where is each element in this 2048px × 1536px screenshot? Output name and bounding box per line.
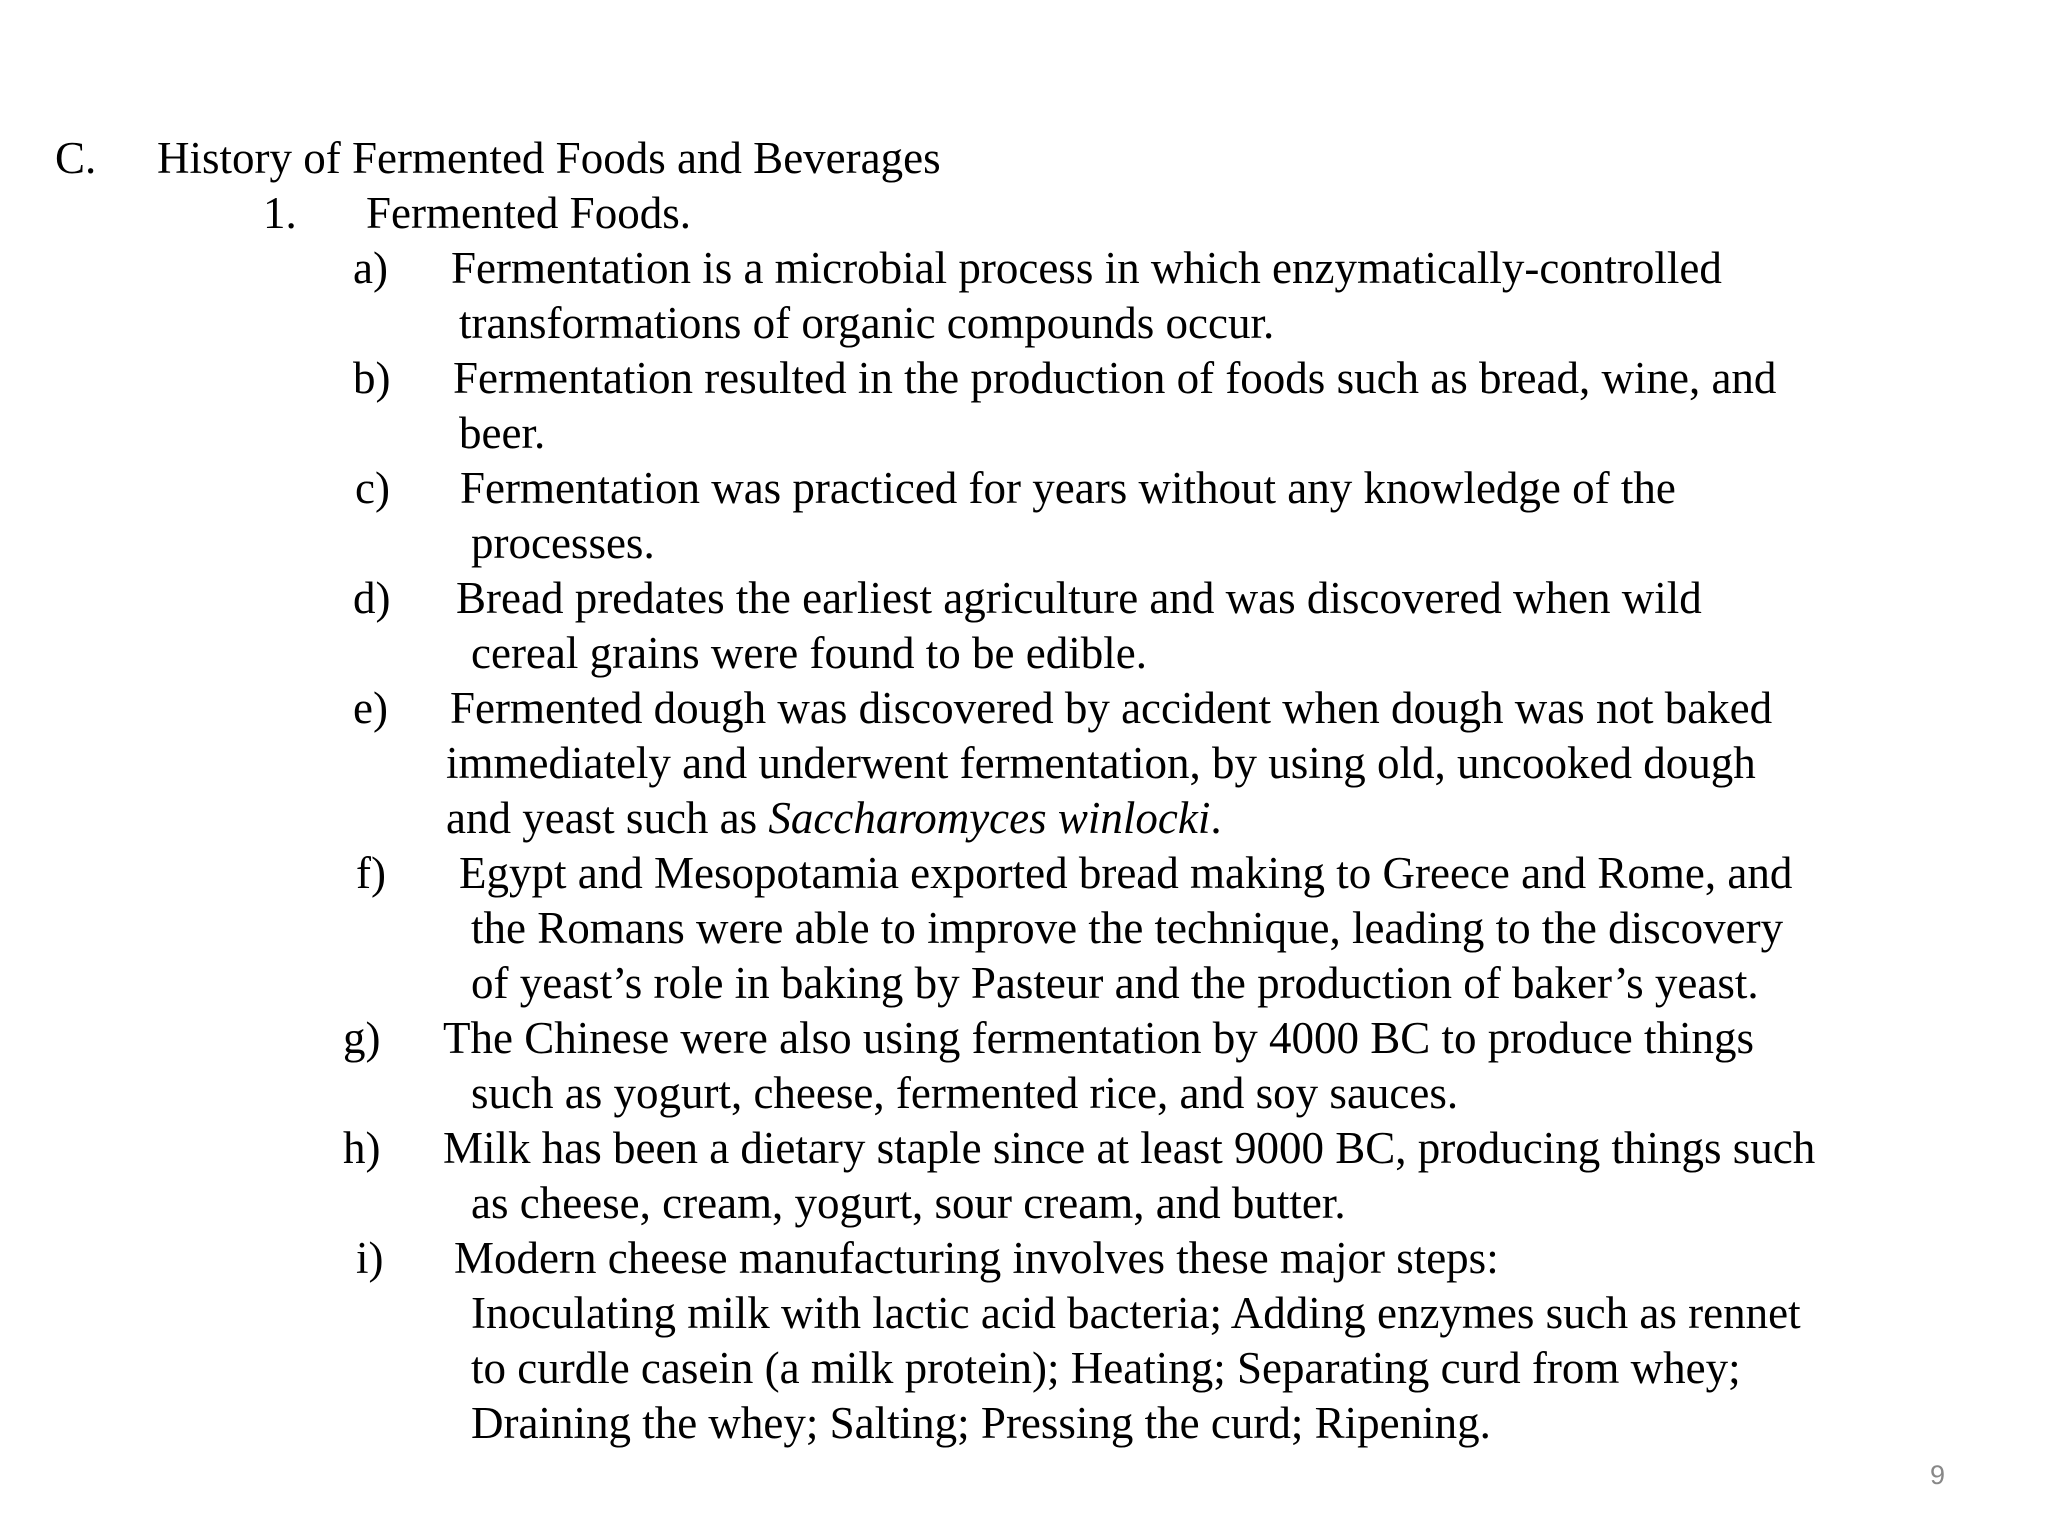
page-number: 9	[1930, 1460, 1946, 1490]
item-d-line-2: cereal grains were found to be edible.	[471, 628, 1147, 678]
item-d-line-1: Bread predates the earliest agriculture and was discovered when wild	[456, 573, 1702, 623]
item-e-period: .	[1210, 793, 1222, 843]
item-i-label: i)	[356, 1233, 384, 1283]
item-e-line-3	[446, 791, 1222, 846]
item-a-line-1: Fermentation is a microbial process in which enzymatically-controlled	[451, 243, 1722, 293]
subsection-label: 1.	[263, 188, 297, 238]
item-b-label: b)	[353, 353, 391, 403]
item-h-label: h)	[343, 1123, 381, 1173]
item-e-line-1: Fermented dough was discovered by accident when dough was not baked	[450, 683, 1773, 733]
item-g-line-2: such as yogurt, cheese, fermented rice, and soy sauces.	[471, 1068, 1459, 1118]
item-f-line-3: of yeast’s role in baking by Pasteur and the production of baker’s yeast.	[471, 958, 1759, 1008]
item-i-line-4: Draining the whey; Salting; Pressing the curd; Ripening.	[471, 1398, 1491, 1448]
item-f-label: f)	[356, 848, 386, 898]
item-a-label: a)	[353, 243, 388, 293]
item-h-line-1: Milk has been a dietary staple since at least 9000 BC, producing things such	[443, 1123, 1816, 1173]
item-c-line-2: processes.	[471, 518, 655, 568]
item-i-line-1: Modern cheese manufacturing involves these major steps:	[454, 1233, 1499, 1283]
item-c-label: c)	[355, 463, 390, 513]
item-b-line-1: Fermentation resulted in the production of foods such as bread, wine, and	[453, 353, 1777, 403]
item-f-line-2: the Romans were able to improve the technique, leading to the discovery	[471, 903, 1784, 953]
item-d-label: d)	[353, 573, 391, 623]
item-a-line-2: transformations of organic compounds occur.	[459, 298, 1275, 348]
item-g-line-1: The Chinese were also using fermentation by 4000 BC to produce things	[443, 1013, 1754, 1063]
item-c-line-1: Fermentation was practiced for years without any knowledge of the	[460, 463, 1676, 513]
item-i-line-2: Inoculating milk with lactic acid bacteria; Adding enzymes such as rennet	[471, 1288, 1801, 1338]
item-e-line-3-text: and yeast such as	[446, 793, 769, 843]
species-name: Saccharomyces winlocki	[768, 793, 1211, 843]
item-e-label: e)	[353, 683, 388, 733]
item-f-line-1: Egypt and Mesopotamia exported bread making to Greece and Rome, and	[459, 848, 1793, 898]
section-title: History of Fermented Foods and Beverages	[157, 133, 941, 183]
item-g-label: g)	[343, 1013, 381, 1063]
item-e-line-2: immediately and underwent fermentation, by using old, uncooked dough	[446, 738, 1756, 788]
item-i-line-3: to curdle casein (a milk protein); Heating; Separating curd from whey;	[471, 1343, 1741, 1393]
section-label: C.	[55, 133, 97, 183]
subsection-title: Fermented Foods.	[366, 188, 691, 238]
item-b-line-2: beer.	[459, 408, 546, 458]
item-h-line-2: as cheese, cream, yogurt, sour cream, and butter.	[471, 1178, 1346, 1228]
